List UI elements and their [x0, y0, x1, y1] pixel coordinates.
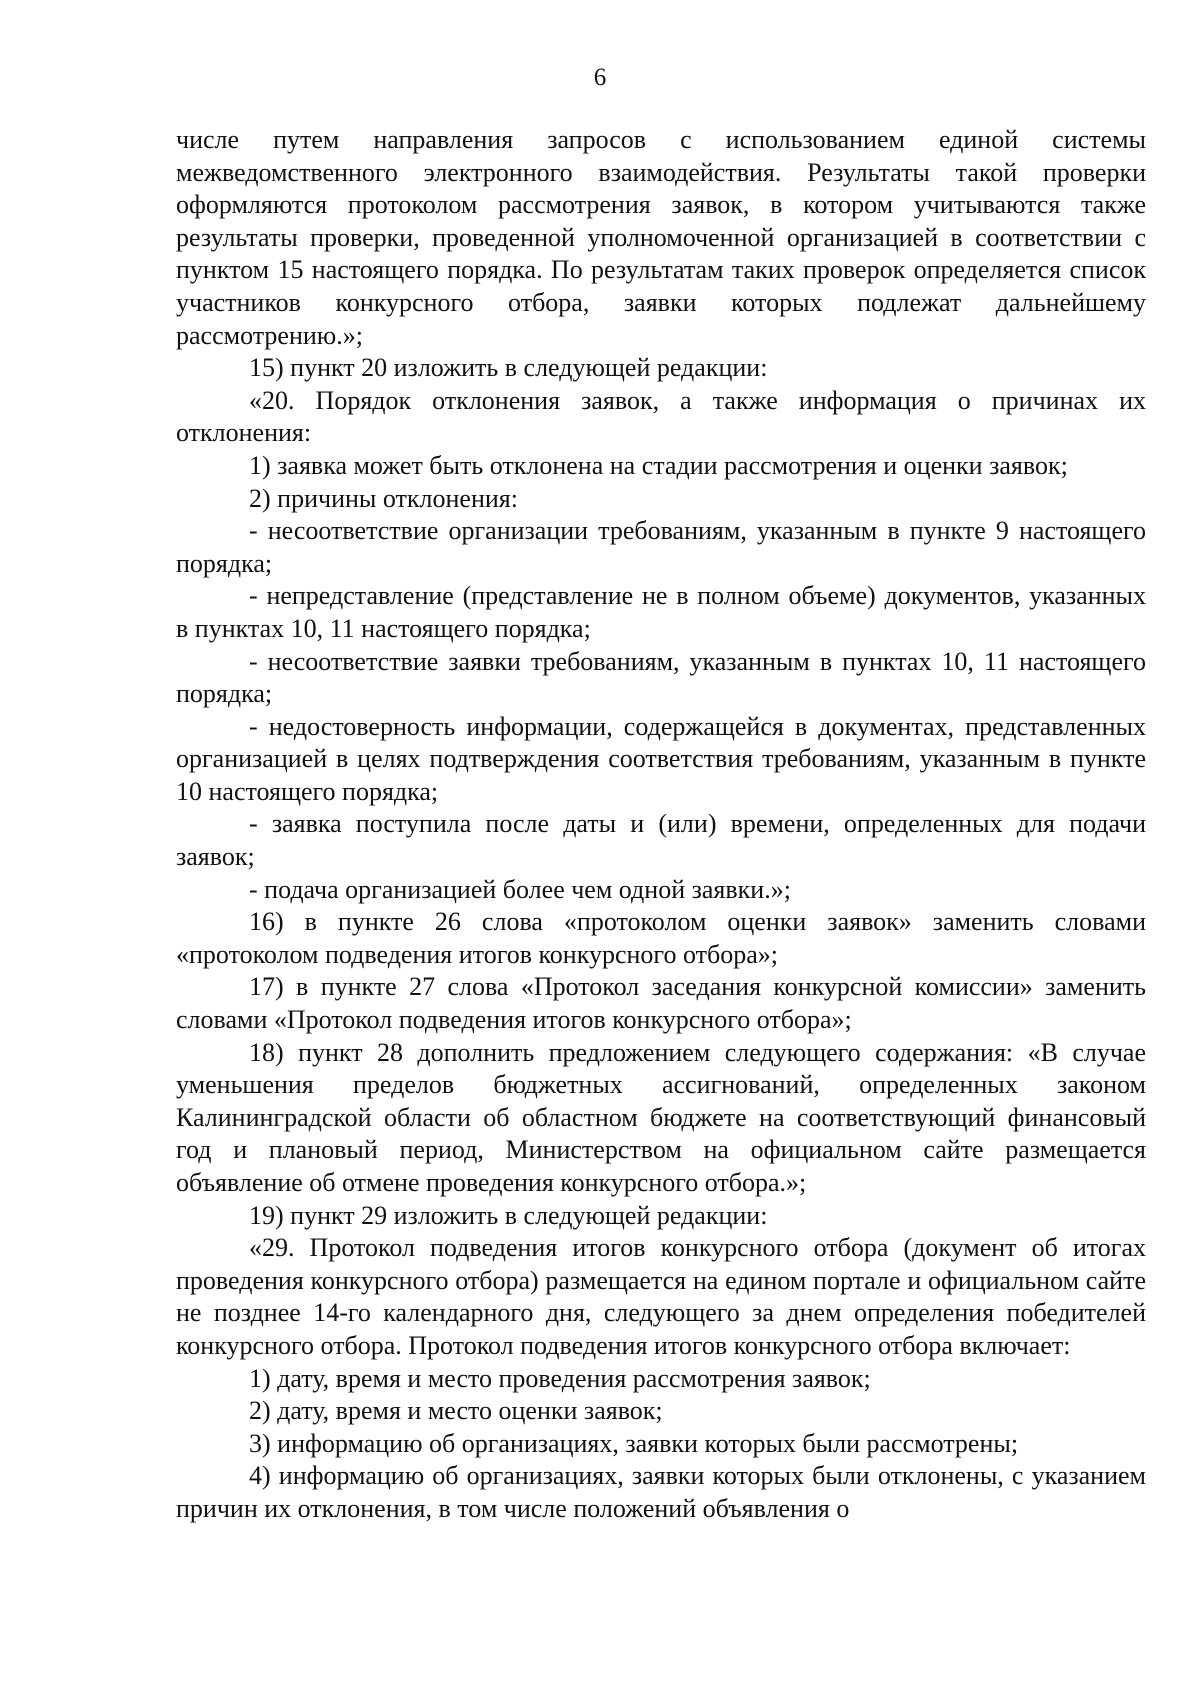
paragraph: - несоответствие заявки требованиям, указанным в пунктах 10, 11 настоящего порядка;	[176, 646, 1146, 709]
paragraph: «20. Порядок отклонения заявок, а также информация о причинах их отклонения:	[176, 385, 1146, 448]
paragraph: - заявка поступила после даты и (или) времени, определенных для подачи заявок;	[176, 809, 1146, 872]
paragraph: 17) в пункте 27 слова «Протокол заседания конкурсной комиссии» заменить словами «Протокол подведения итогов конкурсного отбора»;	[176, 972, 1146, 1035]
paragraph: 2) дату, время и место оценки заявок;	[249, 1396, 663, 1426]
paragraph: - несоответствие организации требованиям, указанным в пункте 9 настоящего порядка;	[176, 516, 1146, 578]
paragraph: 1) дату, время и место проведения рассмотрения заявок;	[249, 1363, 871, 1393]
paragraph: 3) информацию об организациях, заявки которых были рассмотрены;	[249, 1428, 1019, 1458]
paragraph: - непредставление (представление не в полном объеме) документов, указанных в пунктах 10, 11 настоящего порядка;	[176, 581, 1146, 643]
paragraph: 4) информацию об организациях, заявки которых были отклонены, с указанием причин их отклонения, в том числе положений объявления о	[176, 1461, 1146, 1523]
paragraph: - недостоверность информации, содержащейся в документах, представленных организацией в целях подтверждения соответствия требованиям, указанным в пункте 10 настоящего порядка;	[176, 711, 1146, 806]
paragraph: 18) пункт 28 дополнить предложением следующего содержания: «В случае уменьшения пределов бюджетных ассигнований, определенных законом Калининградской области об областном бюджете на соответствующий финансовый год и плановый период, Министерством на официальном сайте размещается объявление об отмене проведения конкурсного отбора.»;	[176, 1037, 1146, 1197]
document-body	[176, 124, 1146, 1526]
paragraph: 16) в пункте 26 слова «протоколом оценки заявок» заменить словами «протоколом подведения итогов конкурсного отбора»;	[176, 907, 1146, 969]
paragraph: - подача организацией более чем одной заявки.»;	[249, 874, 791, 904]
paragraph: числе путем направления запросов с использованием единой системы межведомственного электронного взаимодействия. Результаты такой проверки оформляются протоколом рассмотрения заявок, в котором учитываются также результаты проверки, проведенной уполномоченной организацией в соответствии с пунктом 15 настоящего порядка. По результатам таких проверок определяется список участников конкурсного отбора, заявки которых подлежат дальнейшему рассмотрению.»;	[176, 125, 1146, 350]
paragraph: 1) заявка может быть отклонена на стадии рассмотрения и оценки заявок;	[249, 450, 1068, 480]
paragraph: 15) пункт 20 изложить в следующей редакции:	[249, 353, 768, 383]
paragraph: 19) пункт 29 изложить в следующей редакции:	[249, 1200, 768, 1230]
paragraph: 2) причины отклонения:	[249, 483, 518, 513]
page-number: 6	[593, 64, 607, 91]
paragraph: «29. Протокол подведения итогов конкурсного отбора (документ об итогах проведения конкурсного отбора) размещается на едином портале и официальном сайте не позднее 14-го календарного дня, следующего за днем определения победителей конкурсного отбора. Протокол подведения итогов конкурсного отбора включает:	[176, 1233, 1146, 1360]
